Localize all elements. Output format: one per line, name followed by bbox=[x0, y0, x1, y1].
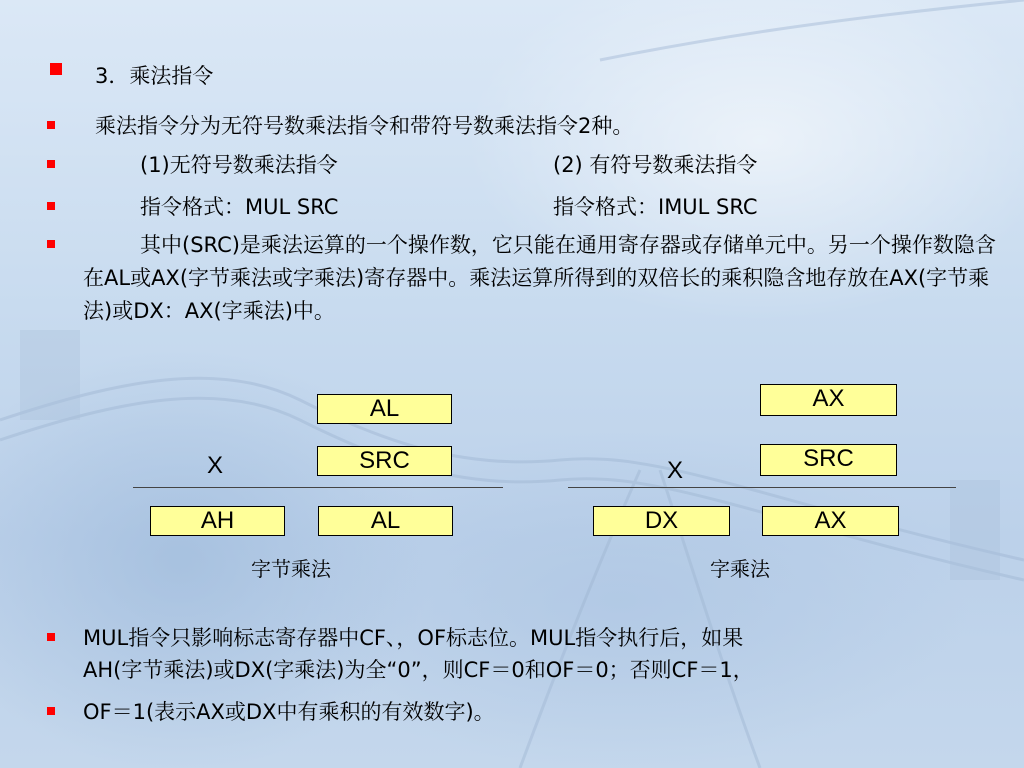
unsigned-multiply-title: (1)无符号数乘法指令 bbox=[140, 153, 338, 177]
byte-result-al-box: AL bbox=[318, 506, 453, 536]
flags-note-line-1: MUL指令只影响标志寄存器中CF、，OF标志位。MUL指令执行后，如果 bbox=[83, 626, 744, 650]
mul-format: 指令格式：MUL SRC bbox=[140, 195, 339, 219]
flags-note-line-3: OF＝1(表示AX或DX中有乘积的有效数字)。 bbox=[83, 700, 495, 724]
bullet-marker bbox=[50, 63, 62, 75]
word-result-ax-box: AX bbox=[762, 506, 899, 536]
word-operand-ax-box: AX bbox=[760, 384, 897, 416]
byte-times-sign: X bbox=[207, 452, 224, 479]
byte-multiply-caption: 字节乘法 bbox=[251, 557, 331, 581]
byte-operand-src-box: SRC bbox=[317, 446, 452, 476]
bullet-marker bbox=[47, 202, 55, 210]
bullet-marker bbox=[47, 121, 55, 129]
bullet-marker bbox=[47, 633, 55, 641]
imul-format: 指令格式：IMUL SRC bbox=[553, 195, 758, 219]
signed-multiply-title: (2) 有符号数乘法指令 bbox=[553, 153, 758, 177]
word-times-sign: X bbox=[667, 457, 684, 484]
bullet-marker bbox=[47, 240, 55, 248]
word-operand-src-box: SRC bbox=[760, 444, 897, 476]
byte-result-rule bbox=[133, 487, 503, 488]
bullet-marker bbox=[47, 160, 55, 168]
word-multiply-caption: 字乘法 bbox=[710, 557, 770, 581]
explanation-paragraph: 其中(SRC)是乘法运算的一个操作数，它只能在通用寄存器或存储单元中。另一个操作数隐含在AL或AX(字节乘法或字乘法)寄存器中。乘法运算所得到的双倍长的乘积隐含地存放在AX(字节乘法)或DX：AX(字乘法)中。 bbox=[83, 233, 996, 323]
section-heading: 3．乘法指令 bbox=[95, 64, 214, 88]
word-result-rule bbox=[568, 487, 956, 488]
byte-result-ah-box: AH bbox=[150, 506, 285, 536]
intro-text: 乘法指令分为无符号数乘法指令和带符号数乘法指令2种。 bbox=[95, 114, 634, 138]
bullet-marker bbox=[47, 707, 55, 715]
flags-note-line-2: AH(字节乘法)或DX(字乘法)为全“0”，则CF＝0和OF＝0；否则CF＝1， bbox=[83, 658, 754, 682]
byte-operand-al-box: AL bbox=[317, 394, 452, 424]
word-result-dx-box: DX bbox=[593, 506, 730, 536]
